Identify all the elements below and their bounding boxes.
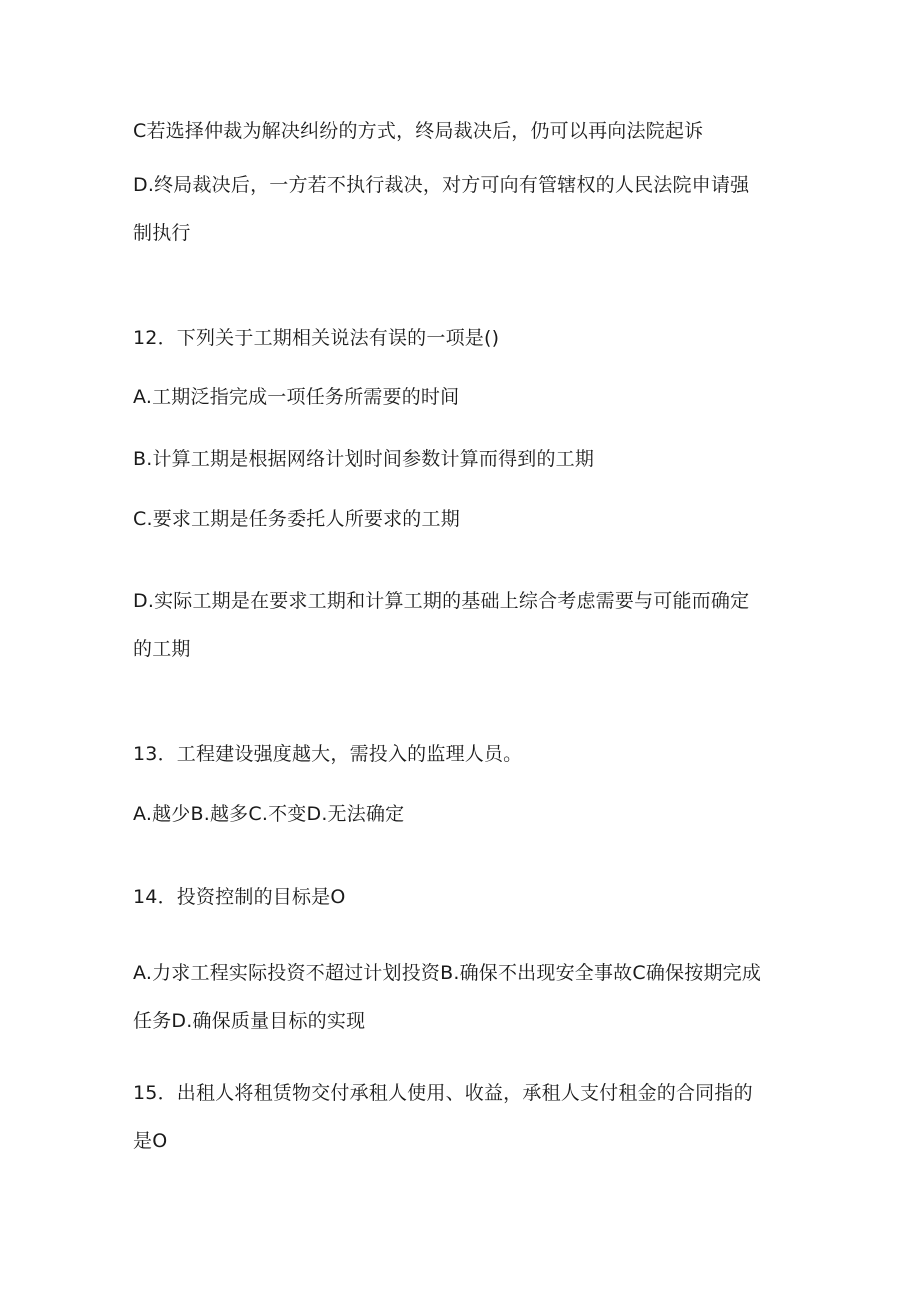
options-q14-line1: A.力求工程实际投资不超过计划投资B.确保不出现安全事故C确保按期完成 (133, 962, 762, 984)
options-q14-line2: 任务D.确保质量目标的实现 (133, 1010, 366, 1032)
options-q13: A.越少B.越多C.不变D.无法确定 (133, 803, 405, 825)
option-d-q11-line1: D.终局裁决后，一方若不执行裁决，对方可向有管辖权的人民法院申请强 (133, 174, 750, 196)
question-15-line1: 15．出租人将租赁物交付承租人使用、收益，承租人支付租金的合同指的 (133, 1082, 753, 1104)
option-c-q12: C.要求工期是任务委托人所要求的工期 (133, 508, 460, 530)
option-d-q12-line2: 的工期 (133, 638, 191, 660)
question-15-line2: 是O (133, 1130, 168, 1152)
question-14: 14．投资控制的目标是O (133, 886, 346, 908)
question-12: 12．下列关于工期相关说法有误的一项是() (133, 327, 500, 349)
option-b-q12: B.计算工期是根据网络计划时间参数计算而得到的工期 (133, 448, 595, 470)
option-d-q12-line1: D.实际工期是在要求工期和计算工期的基础上综合考虑需要与可能而确定 (133, 590, 750, 612)
option-d-q11-line2: 制执行 (133, 222, 191, 244)
option-a-q12: A.工期泛指完成一项任务所需要的时间 (133, 386, 460, 408)
option-c-q11: C若选择仲裁为解决纠纷的方式，终局裁决后，仍可以再向法院起诉 (133, 120, 704, 142)
question-13: 13．工程建设强度越大，需投入的监理人员。 (133, 743, 523, 765)
